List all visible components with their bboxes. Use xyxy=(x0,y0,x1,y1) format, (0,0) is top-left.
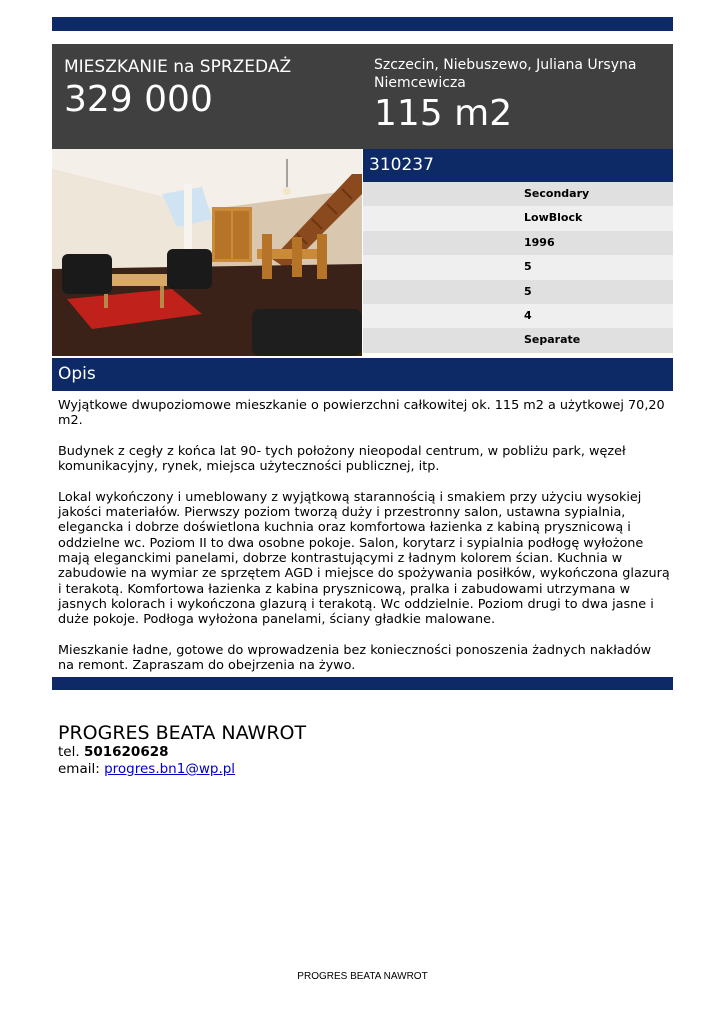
email-label: email: xyxy=(58,761,100,777)
property-year-built: 1996 xyxy=(363,231,673,255)
description-paragraph: Wyjątkowe dwupoziomowe mieszkanie o powierzchni całkowitej ok. 115 m2 a użytkowej 70,20 m2. xyxy=(58,398,665,429)
agent-name: PROGRES BEATA NAWROT xyxy=(58,722,307,744)
page-footer: PROGRES BEATA NAWROT xyxy=(297,971,428,982)
top-accent-bar xyxy=(52,17,673,31)
apartment-photo-illustration xyxy=(52,149,362,356)
listing-header xyxy=(52,44,673,149)
agent-phone-line xyxy=(58,744,306,761)
property-kitchen: Separate xyxy=(363,328,673,352)
property-value-6: 4 xyxy=(363,304,673,328)
description-paragraph: Lokal wykończony i umeblowany z wyjątkową starannością i smakiem przy użyciu wysokiej jakości materiałów. Pierwszy poziom tworzą duży i przestronny salon, ustawna sypialnia, elegancka i dobrze doświetlona kuchnia oraz komfortowa łazienka z kabiną prysznicową i oddzielne wc. Poziom II to dwa osobne pokoje. Salon, korytarz i sypialnia podłogę wyłożone mają eleganckimi panelami, dobrze kontrastującymi z ładnym kolorem ścian. Kuchnia w zabudowie na wymiar ze sprzętem AGD i miejsce do spożywania posiłków, wykończona glazurą i terakotą. Komfortowa łazienka z kabina prysznicową, pralka i zabudowami utrzymana w jasnych kolorach i wykończona glazurą i terakotą. Wc oddzielnie. Poziom drugi to dwa jasne i duże pokoje. Podłoga wyłożona panelami, ściany gładkie malowane. xyxy=(58,489,670,628)
email-link[interactable]: progres.bn1@wp.pl xyxy=(104,761,236,777)
description-heading: Opis xyxy=(52,358,673,391)
property-value-5: 5 xyxy=(363,280,673,304)
bottom-accent-bar xyxy=(52,677,673,690)
agent-contact xyxy=(58,722,306,778)
property-building-type: LowBlock xyxy=(363,206,673,230)
phone-label: tel. xyxy=(58,744,80,760)
property-market: Secondary xyxy=(363,182,673,206)
header-left xyxy=(64,56,354,120)
price: 329 000 xyxy=(64,79,213,120)
property-value-4: 5 xyxy=(363,255,673,279)
description-paragraph: Budynek z cegły z końca lat 90- tych położony nieopodal centrum, w pobliżu park, węzeł komunikacyjny, rynek, miejsca użyteczności publicznej, itp. xyxy=(58,443,626,475)
header-right xyxy=(374,56,664,134)
phone-number: 501620628 xyxy=(83,744,169,760)
listing-type: MIESZKANIE na SPRZEDAŻ xyxy=(64,57,292,77)
property-details xyxy=(363,149,673,353)
location: Szczecin, Niebuszewo, Juliana Ursyna Niemcewicza xyxy=(374,57,637,91)
apartment-photo xyxy=(52,149,362,356)
description-text xyxy=(58,398,670,689)
agent-email-line xyxy=(58,761,306,778)
description-paragraph: Mieszkanie ładne, gotowe do wprowadzenia bez konieczności ponoszenia żadnych nakładów na remont. Zapraszam do obejrzenia na żywo. xyxy=(58,642,652,674)
listing-id: 310237 xyxy=(363,149,673,182)
area: 115 m2 xyxy=(374,93,513,134)
